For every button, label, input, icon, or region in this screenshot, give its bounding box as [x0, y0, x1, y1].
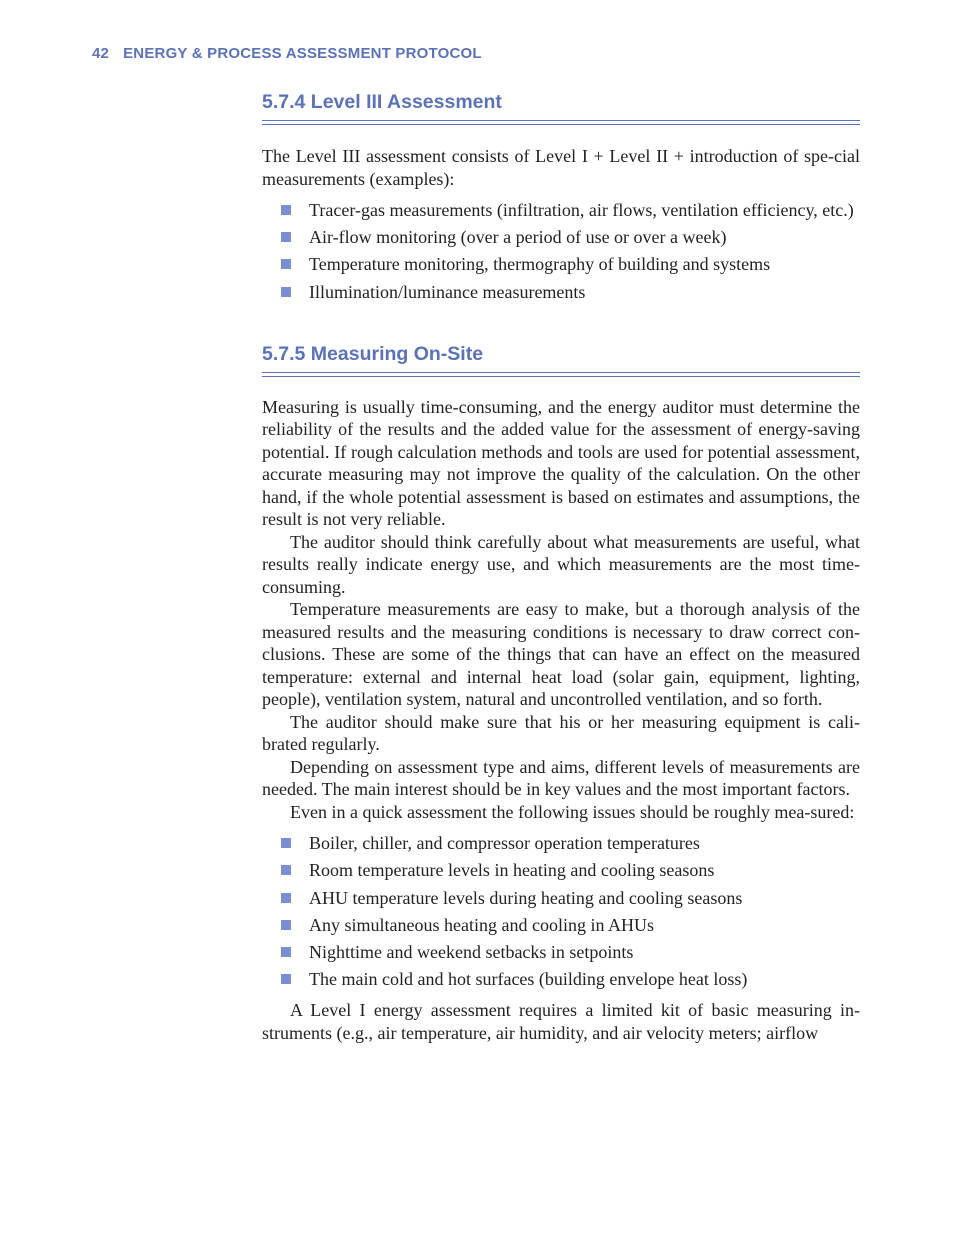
bullet-square-icon — [281, 838, 291, 848]
list-item-text: AHU temperature levels during heating and cooling seasons — [309, 887, 743, 908]
list-item — [262, 253, 860, 280]
list-item-text: The main cold and hot surfaces (building envelope heat loss) — [309, 969, 748, 990]
bullet-list — [262, 199, 860, 308]
heading-rule — [262, 120, 860, 125]
list-item-text: Air-flow monitoring (over a period of use or over a week) — [309, 227, 727, 248]
section-heading-574: 5.7.4 Level III Assessment — [262, 91, 502, 113]
bullet-square-icon — [281, 920, 291, 930]
heading-rule — [262, 372, 860, 377]
bullet-square-icon — [281, 865, 291, 875]
section-heading-575: 5.7.5 Measuring On-Site — [262, 342, 484, 365]
bullet-square-icon — [281, 893, 291, 903]
list-item-text: Room temperature levels in heating and cooling seasons — [309, 860, 715, 881]
list-item — [262, 226, 860, 253]
list-item-text: Boiler, chiller, and compressor operation temperatures — [309, 833, 700, 854]
paragraph: Measuring is usually time-consuming, and the energy auditor must determine the reliability of the results and the added value for the assessment of energy-saving potential. If rough calculation methods and tools are used for potential assessment, accurate measuring may not improve the quality of the calculation. On the other hand, if the whole potential assessment is based on estimates and assumptions, the result is not very reliable. — [262, 396, 860, 530]
bullet-list — [262, 832, 860, 995]
list-item — [262, 832, 860, 859]
page-number: 42 — [92, 45, 110, 62]
list-item — [262, 281, 860, 308]
bullet-square-icon — [281, 259, 291, 269]
list-item — [262, 941, 860, 968]
list-item — [262, 199, 860, 226]
bullet-square-icon — [281, 947, 291, 957]
bullet-square-icon — [281, 205, 291, 215]
paragraph: A Level I energy assessment requires a limited kit of basic measuring in-struments (e.g., air temperature, air humidity, and air velocity meters; airflow — [262, 1000, 860, 1043]
bullet-square-icon — [281, 287, 291, 297]
paragraph: The auditor should make sure that his or her measuring equipment is cali-brated regularly. — [262, 711, 860, 755]
list-item — [262, 887, 860, 914]
paragraph: Temperature measurements are easy to make, but a thorough analysis of the measured results and the measuring conditions is necessary to draw correct con-clusions. These are some of the things that can have an effect on the measured temperature: external and internal heat load (solar gain, equipment, lighting, people), ventilation system, natural and uncontrolled ventilation, and so forth. — [262, 599, 860, 710]
list-item-text: Illumination/luminance measurements — [309, 281, 586, 302]
list-item — [262, 859, 860, 886]
paragraph: Depending on assessment type and aims, different levels of measurements are needed. The main interest should be in key values and the most important factors. — [262, 756, 860, 800]
list-item — [262, 914, 860, 941]
bullet-square-icon — [281, 232, 291, 242]
page-body — [262, 88, 860, 1044]
running-title: ENERGY & PROCESS ASSESSMENT PROTOCOL — [123, 45, 482, 62]
running-header — [92, 45, 482, 62]
paragraph: Even in a quick assessment the following issues should be roughly mea-sured: — [290, 801, 855, 822]
list-item-text: Temperature monitoring, thermography of building and systems — [309, 254, 771, 275]
bullet-square-icon — [281, 974, 291, 984]
list-item-text: Nighttime and weekend setbacks in setpoints — [309, 942, 634, 962]
paragraph: The auditor should think carefully about what measurements are useful, what results really indicate energy use, and which measurements are the most time-consuming. — [262, 531, 860, 597]
paragraph: The Level III assessment consists of Level I + Level II + introduction of spe-cial measurements (examples): — [262, 146, 860, 189]
list-item — [262, 968, 860, 995]
list-item-text: Any simultaneous heating and cooling in AHUs — [309, 914, 654, 935]
list-item-text: Tracer-gas measurements (infiltration, air flows, ventilation efficiency, etc.) — [309, 200, 854, 220]
